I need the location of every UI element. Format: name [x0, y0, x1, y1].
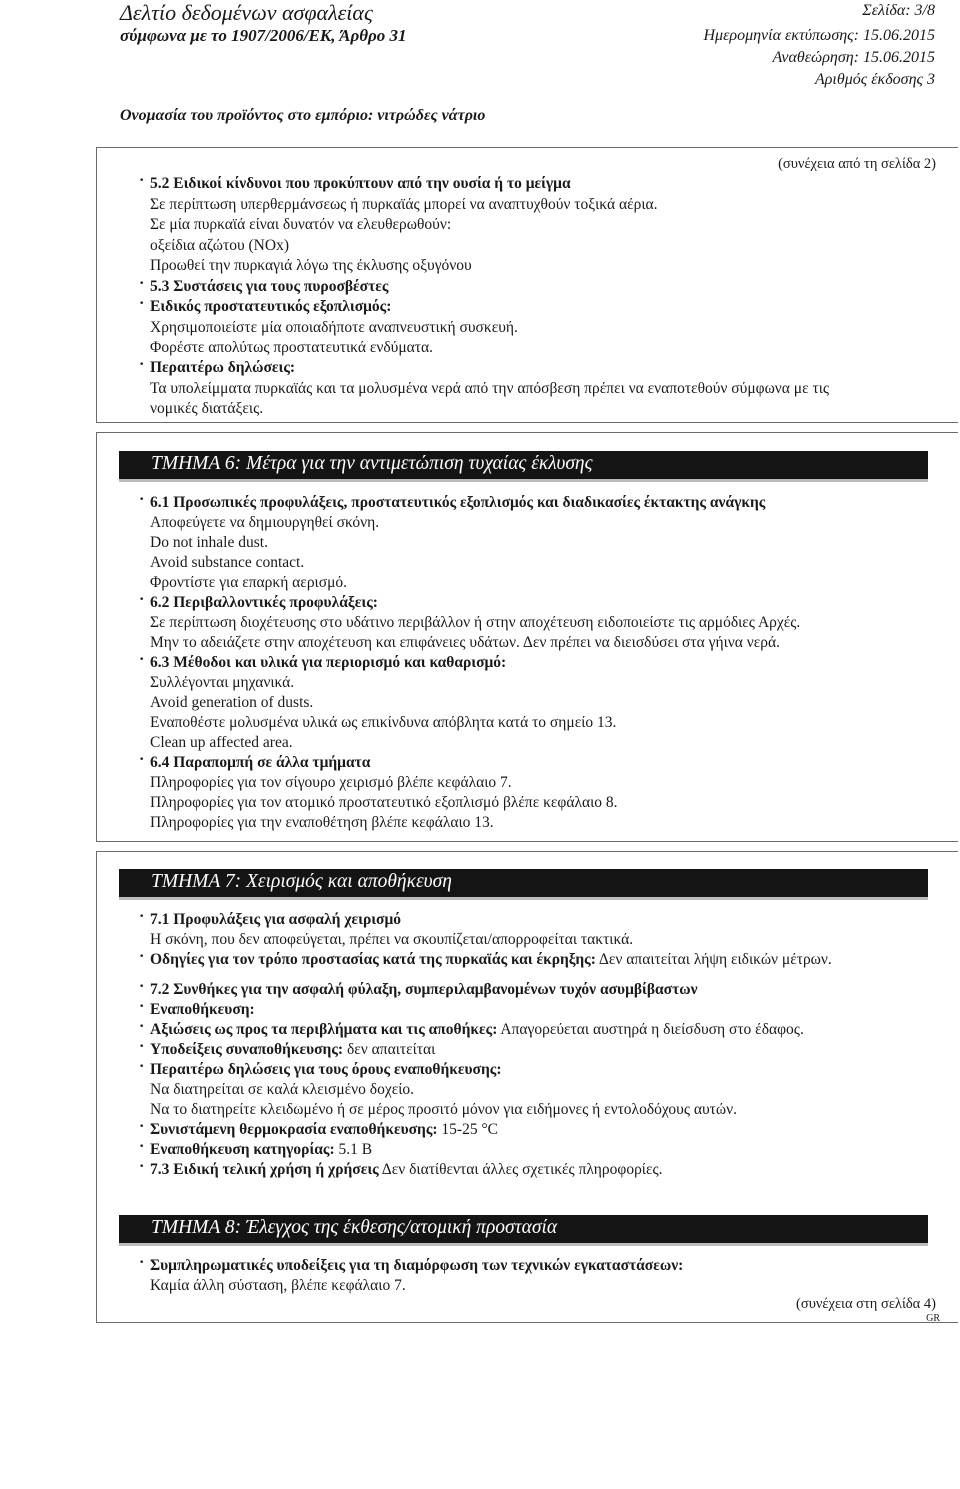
- bullet: ·: [139, 491, 145, 508]
- section-7-8: [96, 851, 958, 1323]
- s52-line-1: Σε περίπτωση υπερθερμάνσεως ή πυρκαϊάς μπορεί να αναπτυχθούν τοξικά αέρια.: [150, 196, 658, 213]
- s53-title: 5.3 Συστάσεις για τους πυροσβέστες: [150, 278, 389, 295]
- s72-class-label: Εναποθήκευση κατηγορίας:: [150, 1141, 335, 1158]
- s64-line-1: Πληροφορίες για τον σίγουρο χειρισμό βλέπε κεφάλαιο 7.: [150, 774, 512, 791]
- regulation-subtitle: σύμφωνα με το 1907/2006/ΕΚ, Άρθρο 31: [120, 26, 407, 45]
- revision-date: Αναθεώρηση: 15.06.2015: [772, 49, 935, 66]
- s53-line-3: Τα υπολείμματα πυρκαϊάς και τα μολυσμένα νερά από την απόσβεση πρέπει να εναποτεθούν σύμφωνα με τις: [150, 380, 830, 397]
- page-number: Σελίδα: 3/8: [862, 2, 935, 19]
- s72-joint-label: Υποδείξεις συναποθήκευσης:: [150, 1041, 344, 1058]
- section-7-banner: [119, 869, 928, 900]
- bullet: ·: [139, 998, 145, 1015]
- s72-requirements-value: Απαγορεύεται αυστηρά η διείσδυση στο έδαφος.: [500, 1021, 804, 1038]
- s61-title: 6.1 Προσωπικές προφυλάξεις, προστατευτικός εξοπλισμός και διαδικασίες έκτακτης ανάγκης: [150, 494, 766, 511]
- s72-requirements: [150, 1020, 804, 1040]
- s72-joint-storage: [150, 1040, 435, 1060]
- bullet: ·: [139, 295, 145, 312]
- bullet: ·: [139, 1118, 145, 1135]
- bullet: ·: [139, 1018, 145, 1035]
- s63-line-1: Συλλέγονται μηχανικά.: [150, 674, 295, 691]
- s64-line-2: Πληροφορίες για τον ατομικό προστατευτικό εξοπλισμό βλέπε κεφάλαιο 8.: [150, 794, 618, 811]
- s72-further-label: Περαιτέρω δηλώσεις για τους όρους εναποθήκευσης:: [150, 1061, 502, 1078]
- s73-value: Δεν διατίθενται άλλες σχετικές πληροφορίες.: [381, 1161, 663, 1178]
- bullet: ·: [139, 172, 145, 189]
- s52-line-2: Σε μία πυρκαϊά είναι δυνατόν να ελευθερωθούν:: [150, 216, 452, 233]
- s72-storage-class: [150, 1140, 372, 1160]
- s73-specific-use: [150, 1160, 663, 1180]
- s71-title: 7.1 Προφυλάξεις για ασφαλή χειρισμό: [150, 911, 402, 928]
- s72-title: 7.2 Συνθήκες για την ασφαλή φύλαξη, συμπεριλαμβανομένων τυχόν ασυμβίβαστων: [150, 981, 698, 998]
- s61-line-1: Αποφεύγετε να δημιουργηθεί σκόνη.: [150, 514, 380, 531]
- s8-line-1: Καμία άλλη σύσταση, βλέπε κεφάλαιο 7.: [150, 1277, 406, 1294]
- section-7-heading: ΤΜΗΜΑ 7: Χειρισμός και αποθήκευση: [151, 871, 452, 892]
- s61-line-2: Do not inhale dust.: [150, 534, 268, 551]
- section-5-continuation: [96, 147, 958, 423]
- bullet: ·: [139, 651, 145, 668]
- bullet: ·: [139, 356, 145, 373]
- bullet: ·: [139, 1254, 145, 1271]
- bullet: ·: [139, 948, 145, 965]
- s72-temperature: [150, 1120, 498, 1140]
- s62-title: 6.2 Περιβαλλοντικές προφυλάξεις:: [150, 594, 378, 611]
- s53-equipment-label: Ειδικός προστατευτικός εξοπλισμός:: [150, 298, 392, 315]
- continued-to: (συνέχεια στη σελίδα 4): [796, 1296, 936, 1312]
- s72-requirements-label: Αξιώσεις ως προς τα περιβλήματα και τις αποθήκες:: [150, 1021, 498, 1038]
- s53-line-2: Φορέστε απολύτως προστατευτικά ενδύματα.: [150, 339, 433, 356]
- s63-line-3: Εναποθέστε μολυσμένα υλικά ως επικίνδυνα απόβλητα κατά το σημείο 13.: [150, 714, 617, 731]
- bullet: ·: [139, 751, 145, 768]
- s8-title: Συμπληρωματικές υποδείξεις για τη διαμόρφωση των τεχνικών εγκαταστάσεων:: [150, 1257, 684, 1274]
- s52-line-4: Προωθεί την πυρκαγιά λόγω της έκλυσης οξυγόνου: [150, 257, 472, 274]
- s61-line-3: Avoid substance contact.: [150, 554, 305, 571]
- s63-line-4: Clean up affected area.: [150, 734, 293, 751]
- s53-line-4: νομικές διατάξεις.: [150, 400, 264, 417]
- section-8-heading: ΤΜΗΜΑ 8: Έλεγχος της έκθεσης/ατομική προστασία: [151, 1217, 558, 1238]
- s64-title: 6.4 Παραπομπή σε άλλα τμήματα: [150, 754, 371, 771]
- s72-storage-label: Εναποθήκευση:: [150, 1001, 255, 1018]
- bullet: ·: [139, 978, 145, 995]
- s72-line-2: Να το διατηρείτε κλειδωμένο ή σε μέρος προσιτό μόνον για ειδήμονες ή εντολοδόχους αυτών.: [150, 1101, 737, 1118]
- print-date: Ημερομηνία εκτύπωσης: 15.06.2015: [703, 27, 935, 44]
- bullet: ·: [139, 591, 145, 608]
- section-6-banner: [119, 451, 928, 482]
- language-code: GR: [926, 1313, 940, 1324]
- section-8-banner: [119, 1215, 928, 1246]
- s63-title: 6.3 Μέθοδοι και υλικά για περιορισμό και καθαρισμό:: [150, 654, 507, 671]
- bullet: ·: [139, 908, 145, 925]
- s64-line-3: Πληροφορίες για την εναποθέτηση βλέπε κεφάλαιο 13.: [150, 814, 494, 831]
- s62-line-1: Σε περίπτωση διοχέτευσης στο υδάτινο περιβάλλον ή στην αποχέτευση ειδοποιείστε τις αρμόδιες Αρχές.: [150, 614, 801, 631]
- bullet: ·: [139, 1158, 145, 1175]
- s72-joint-value: δεν απαιτείται: [346, 1041, 436, 1058]
- s52-line-3: οξείδια αζώτου (NOx): [150, 237, 289, 254]
- s62-line-2: Μην το αδειάζετε στην αποχέτευση και επιφάνειες υδάτων. Δεν πρέπει να διεισδύσει στα γήινα νερά.: [150, 634, 781, 651]
- bullet: ·: [139, 1058, 145, 1075]
- bullet: ·: [139, 1138, 145, 1155]
- s72-line-1: Να διατηρείται σε καλά κλεισμένο δοχείο.: [150, 1081, 415, 1098]
- s73-label: 7.3 Ειδική τελική χρήση ή χρήσεις: [150, 1161, 379, 1178]
- s72-class-value: 5.1 B: [338, 1141, 373, 1158]
- product-name: Ονομασία του προϊόντος στο εμπόριο: νιτρώδες νάτριο: [120, 107, 486, 124]
- s71-fire-value: Δεν απαιτείται λήψη ειδικών μέτρων.: [598, 951, 832, 968]
- s71-line-1: Η σκόνη, που δεν αποφεύγεται, πρέπει να σκουπίζεται/απορροφείται τακτικά.: [150, 931, 634, 948]
- section-6: [96, 432, 958, 842]
- s53-line-1: Χρησιμοποιείστε μία οποιαδήποτε αναπνευστική συσκευή.: [150, 319, 518, 336]
- s72-temperature-value: 15-25 °C: [441, 1121, 498, 1138]
- s52-title: 5.2 Ειδικοί κίνδυνοι που προκύπτουν από την ουσία ή το μείγμα: [150, 175, 571, 192]
- s71-fire-label: Οδηγίες για τον τρόπο προστασίας κατά της πυρκαϊάς και έκρηξης:: [150, 951, 596, 968]
- bullet: ·: [139, 275, 145, 292]
- continued-from: (συνέχεια από τη σελίδα 2): [778, 156, 936, 172]
- s72-temperature-label: Συνιστάμενη θερμοκρασία εναποθήκευσης:: [150, 1121, 438, 1138]
- bullet: ·: [139, 1038, 145, 1055]
- s71-fire: [150, 950, 832, 970]
- section-6-heading: ΤΜΗΜΑ 6: Μέτρα για την αντιμετώπιση τυχαίας έκλυσης: [151, 453, 593, 474]
- s53-further-label: Περαιτέρω δηλώσεις:: [150, 359, 296, 376]
- document-title: Δελτίο δεδομένων ασφαλείας: [120, 0, 373, 25]
- version-number: Αριθμός έκδοσης 3: [814, 71, 935, 88]
- s63-line-2: Avoid generation of dusts.: [150, 694, 314, 711]
- s61-line-4: Φροντίστε για επαρκή αερισμό.: [150, 574, 348, 591]
